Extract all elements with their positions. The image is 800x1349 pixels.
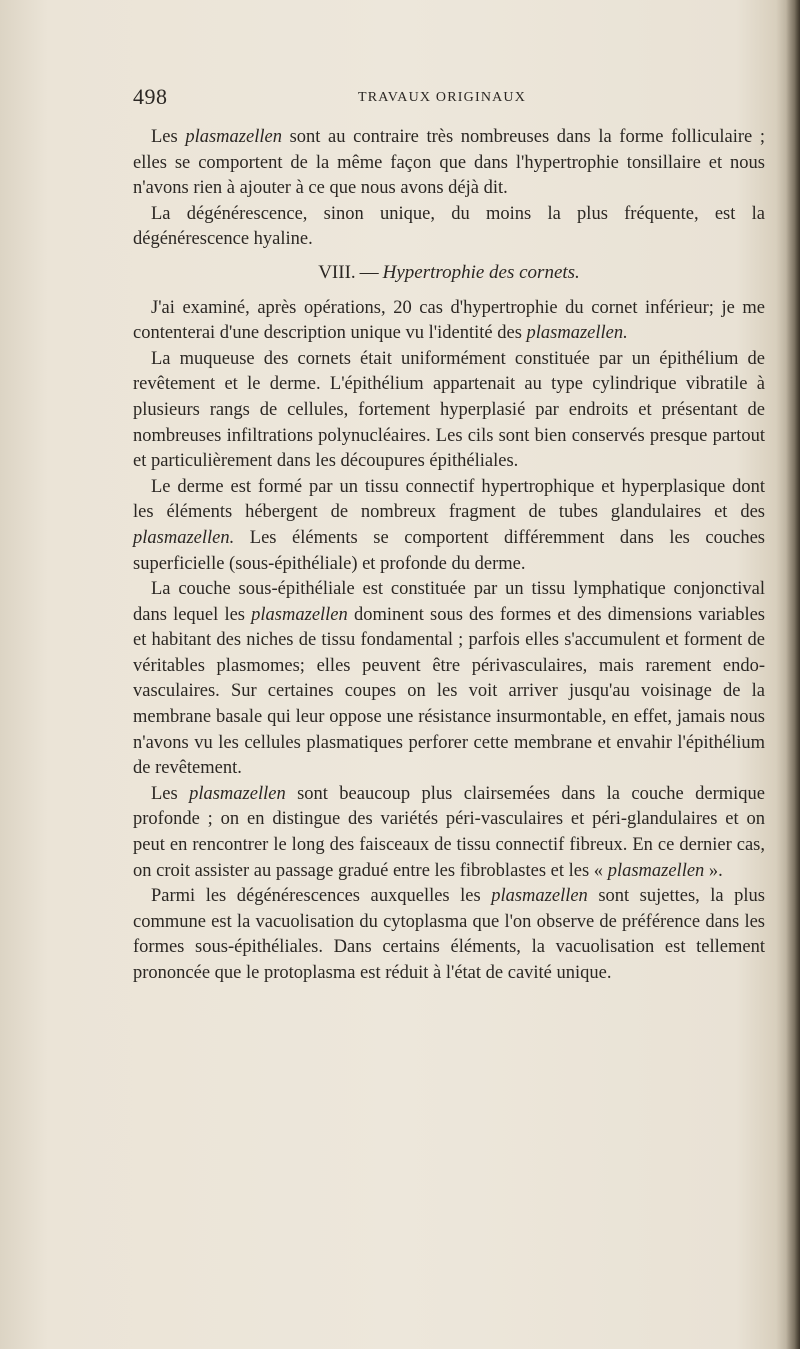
text-run: sont beaucoup plus clairsemées dans la couche dermique profonde ; on en distingue des variétés péri-vasculaires et péri-glandulaires et on peut en rencontrer le long des faisceaux de tissu connectif fibreux. En ce dernier cas, on croit assister au passage gradué entre les fibroblastes et les « — [133, 783, 766, 881]
paragraph-5 — [133, 475, 765, 577]
italic-term: plasmazellen. — [133, 527, 235, 548]
text-run: Parmi les dégénérescences auxquelles les — [151, 886, 492, 907]
text-run: dominent sous des formes et des dimensions variables et habitant des niches de tissu fondamental ; parfois elles s'accumulent et forment de véritables plasmomes; elles peuvent être périvasculaires, mais rarement endo-vasculaires. Sur certaines coupes on les voit arriver jusqu'au voisinage de la membrane basale qui leur oppose une résistance insurmontable, en effet, jamais nous n'avons vu les cellules plasmatiques perforer cette membrane et envahir l'épithélium de revêtement. — [133, 604, 765, 779]
text-run: J'ai examiné, après opérations, 20 cas d'hypertrophie du cornet inférieur; je me contenterai d'une description unique vu l'identité des — [133, 297, 765, 344]
section-title: Hypertrophie des cornets. — [382, 261, 580, 283]
paragraph-8 — [133, 884, 765, 986]
page-number: 498 — [133, 84, 168, 109]
text-run: Les éléments se comportent différemment dans les couches superficielle (sous-épithéliale) et profonde du derme. — [133, 527, 765, 574]
italic-term: plasmazellen. — [526, 323, 628, 344]
body-text — [133, 125, 765, 987]
section-dash: — — [359, 261, 379, 283]
text-run: sont au contraire très nombreuses dans la forme folliculaire ; elles se comportent de la même façon que dans l'hypertrophie tonsillaire et nous n'avons rien à ajouter à ce que nous avons déjà dit. — [133, 127, 765, 199]
section-heading — [133, 260, 765, 286]
text-run: ». — [704, 860, 723, 881]
paragraph-1 — [133, 125, 765, 202]
italic-term: plasmazellen — [251, 604, 348, 625]
text-run: Les — [151, 783, 190, 804]
text-run: La couche sous-épithéliale est constituée par un tissu lymphatique conjonctival dans lequel les — [133, 579, 765, 625]
text-run: Les — [151, 127, 186, 147]
paragraph-2: La dégénérescence, sinon unique, du moins la plus fréquente, est la dégénérescence hyaline. — [133, 203, 765, 250]
italic-term: plasmazellen — [189, 783, 286, 804]
paragraph-4: La muqueuse des cornets était uniformément constituée par un épithélium de revêtement et le derme. L'épithélium appartenait au type cylindrique vibratile à plusieurs rangs de cellules, fortement hyperplasié par endroits et présentant de nombreuses infiltrations polynucléaires. Les cils sont bien conservés presque partout et particulièrement dans les découpures épithéliales. — [133, 348, 765, 472]
italic-term: plasmazellen — [607, 860, 705, 881]
section-number: VIII. — [318, 261, 356, 283]
text-run: sont sujettes, la plus commune est la vacuolisation du cytoplasma que l'on observe de préférence dans les formes sous-épithéliales. Dans certains éléments, la vacuolisation est tellement prononcée que le protoplasma est réduit à l'état de cavité unique. — [133, 886, 765, 983]
italic-term: plasmazellen — [185, 127, 282, 147]
page-header — [133, 84, 765, 112]
page-edge-shadow — [786, 0, 800, 1349]
text-run: Le derme est formé par un tissu connectif hypertrophique et hyperplasique dont les éléments hébergent de nombreux fragment de tubes glandulaires et des — [133, 476, 765, 523]
running-head: TRAVAUX ORIGINAUX — [358, 90, 527, 105]
italic-term: plasmazellen — [491, 886, 588, 907]
paragraph-6 — [133, 577, 765, 782]
paragraph-7 — [133, 782, 765, 884]
paragraph-3 — [133, 296, 765, 347]
